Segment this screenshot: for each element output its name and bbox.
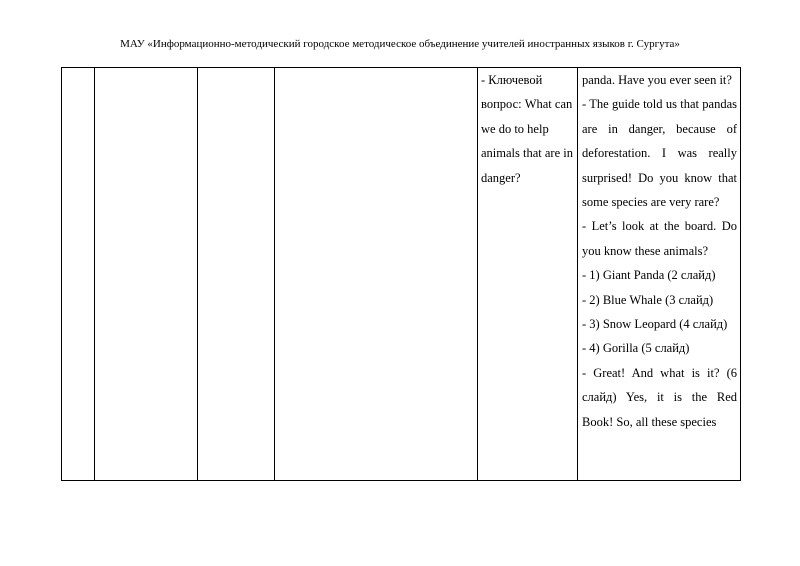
table-cell-col4 <box>275 68 478 481</box>
table-row <box>62 68 741 481</box>
script-paragraph: - 2) Blue Whale (3 слайд) <box>582 292 714 307</box>
script-paragraph: panda. Have you ever seen it? <box>582 73 732 87</box>
table-cell-lesson-script <box>578 68 741 481</box>
document-header: МАУ «Информационно-методический городское методическое объединение учителей иностранных языков г. Сургута» <box>120 38 680 50</box>
script-paragraph: - 3) Snow Leopard (4 слайд) <box>582 317 728 332</box>
script-paragraph: - Great! And what is it? (6 слайд) Yes, it is the Red Book! So, all these species <box>582 365 737 429</box>
table-cell-key-question <box>478 68 578 481</box>
script-paragraph: - 4) Gorilla (5 слайд) <box>582 341 690 356</box>
script-paragraph: - The guide told us that pandas are in danger, because of deforestation. I was really surprised! Do you know that some species are very rare? <box>582 97 737 210</box>
script-paragraph: - Let’s look at the board. Do you know these animals? <box>582 219 737 258</box>
key-question-text: - Ключевой вопрос: What can we do to help animals that are in danger? <box>481 73 573 185</box>
table-cell-col3 <box>198 68 275 481</box>
table-cell-col2 <box>95 68 198 481</box>
lesson-script <box>578 68 740 434</box>
table-cell-col1 <box>62 68 95 481</box>
script-paragraph: - 1) Giant Panda (2 слайд) <box>582 268 716 283</box>
lesson-plan-table <box>61 67 741 481</box>
